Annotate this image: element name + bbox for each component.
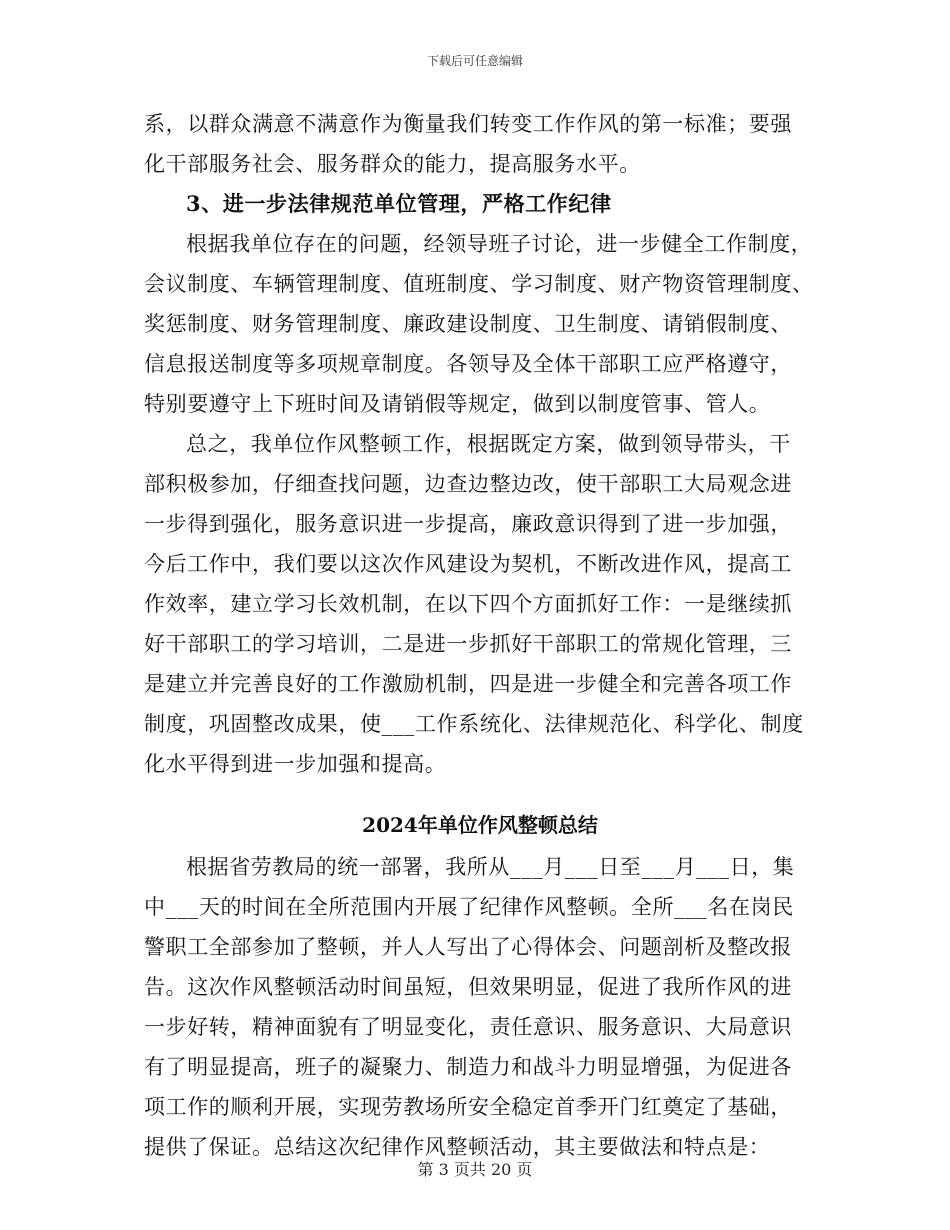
paragraph-line: 特别要遵守上下班时间及请销假等规定，做到以制度管事、管人。 [144, 392, 771, 416]
paragraph-line: 制度，巩固整改成果，使___工作系统化、法律规范化、科学化、制度 [144, 712, 804, 736]
paragraph-line: 会议制度、车辆管理制度、值班制度、学习制度、财产物资管理制度、 [144, 272, 814, 296]
paragraph-line: 好干部职工的学习培训，二是进一步抓好干部职工的常规化管理，三 [144, 632, 792, 656]
section-title: 2024年单位作风整顿总结 [362, 813, 598, 837]
paragraph-line: 作效率，建立学习长效机制，在以下四个方面抓好工作：一是继续抓 [144, 592, 792, 616]
paragraph-line: 一步得到强化，服务意识进一步提高，廉政意识得到了进一步加强， [144, 512, 792, 536]
paragraph-line: 警职工全部参加了整顿，并人人写出了心得体会、问题剖析及整改报 [144, 935, 792, 959]
paragraph-line: 是建立并完善良好的工作激励机制，四是进一步健全和完善各项工作 [144, 672, 792, 696]
paragraph-line: 有了明显提高，班子的凝聚力、制造力和战斗力明显增强，为促进各 [144, 1055, 792, 1079]
paragraph-line: 根据我单位存在的问题，经领导班子讨论，进一步健全工作制度， [186, 232, 813, 256]
paragraph-line: 根据省劳教局的统一部署，我所从___月___日至___月___日，集 [186, 855, 795, 879]
paragraph-line: 部积极参加，仔细查找问题，边查边整边改，使干部职工大局观念进 [144, 472, 792, 496]
paragraph-line: 告。这次作风整顿活动时间虽短，但效果明显，促进了我所作风的进 [144, 975, 792, 999]
paragraph-line: 今后工作中，我们要以这次作风建设为契机，不断改进作风，提高工 [144, 552, 792, 576]
paragraph-line: 系，以群众满意不满意作为衡量我们转变工作作风的第一标准；要强 [144, 112, 792, 136]
paragraph-line: 一步好转，精神面貌有了明显变化，责任意识、服务意识、大局意识 [144, 1015, 792, 1039]
paragraph-line: 提供了保证。总结这次纪律作风整顿活动，其主要做法和特点是： [144, 1135, 771, 1159]
document-body [144, 104, 816, 1167]
paragraph-line: 总之，我单位作风整顿工作，根据既定方案，做到领导带头，干 [186, 432, 791, 456]
paragraph-line: 信息报送制度等多项规章制度。各领导及全体干部职工应严格遵守， [144, 352, 792, 376]
page-footer: 第 3 页共 20 页 [417, 1160, 533, 1179]
page-header: 下载后可任意编辑 [426, 54, 523, 68]
paragraph-line: 化水平得到进一步加强和提高。 [144, 752, 447, 776]
paragraph-line: 化干部服务社会、服务群众的能力，提高服务水平。 [144, 152, 641, 176]
paragraph-line: 项工作的顺利开展，实现劳教场所安全稳定首季开门红奠定了基础， [144, 1095, 792, 1119]
paragraph-line: 中___天的时间在全所范围内开展了纪律作风整顿。全所___名在岗民 [144, 895, 794, 919]
paragraph-line: 奖惩制度、财务管理制度、廉政建设制度、卫生制度、请销假制度、 [144, 312, 792, 336]
subheading: 3、进一步法律规范单位管理，严格工作纪律 [186, 191, 612, 216]
